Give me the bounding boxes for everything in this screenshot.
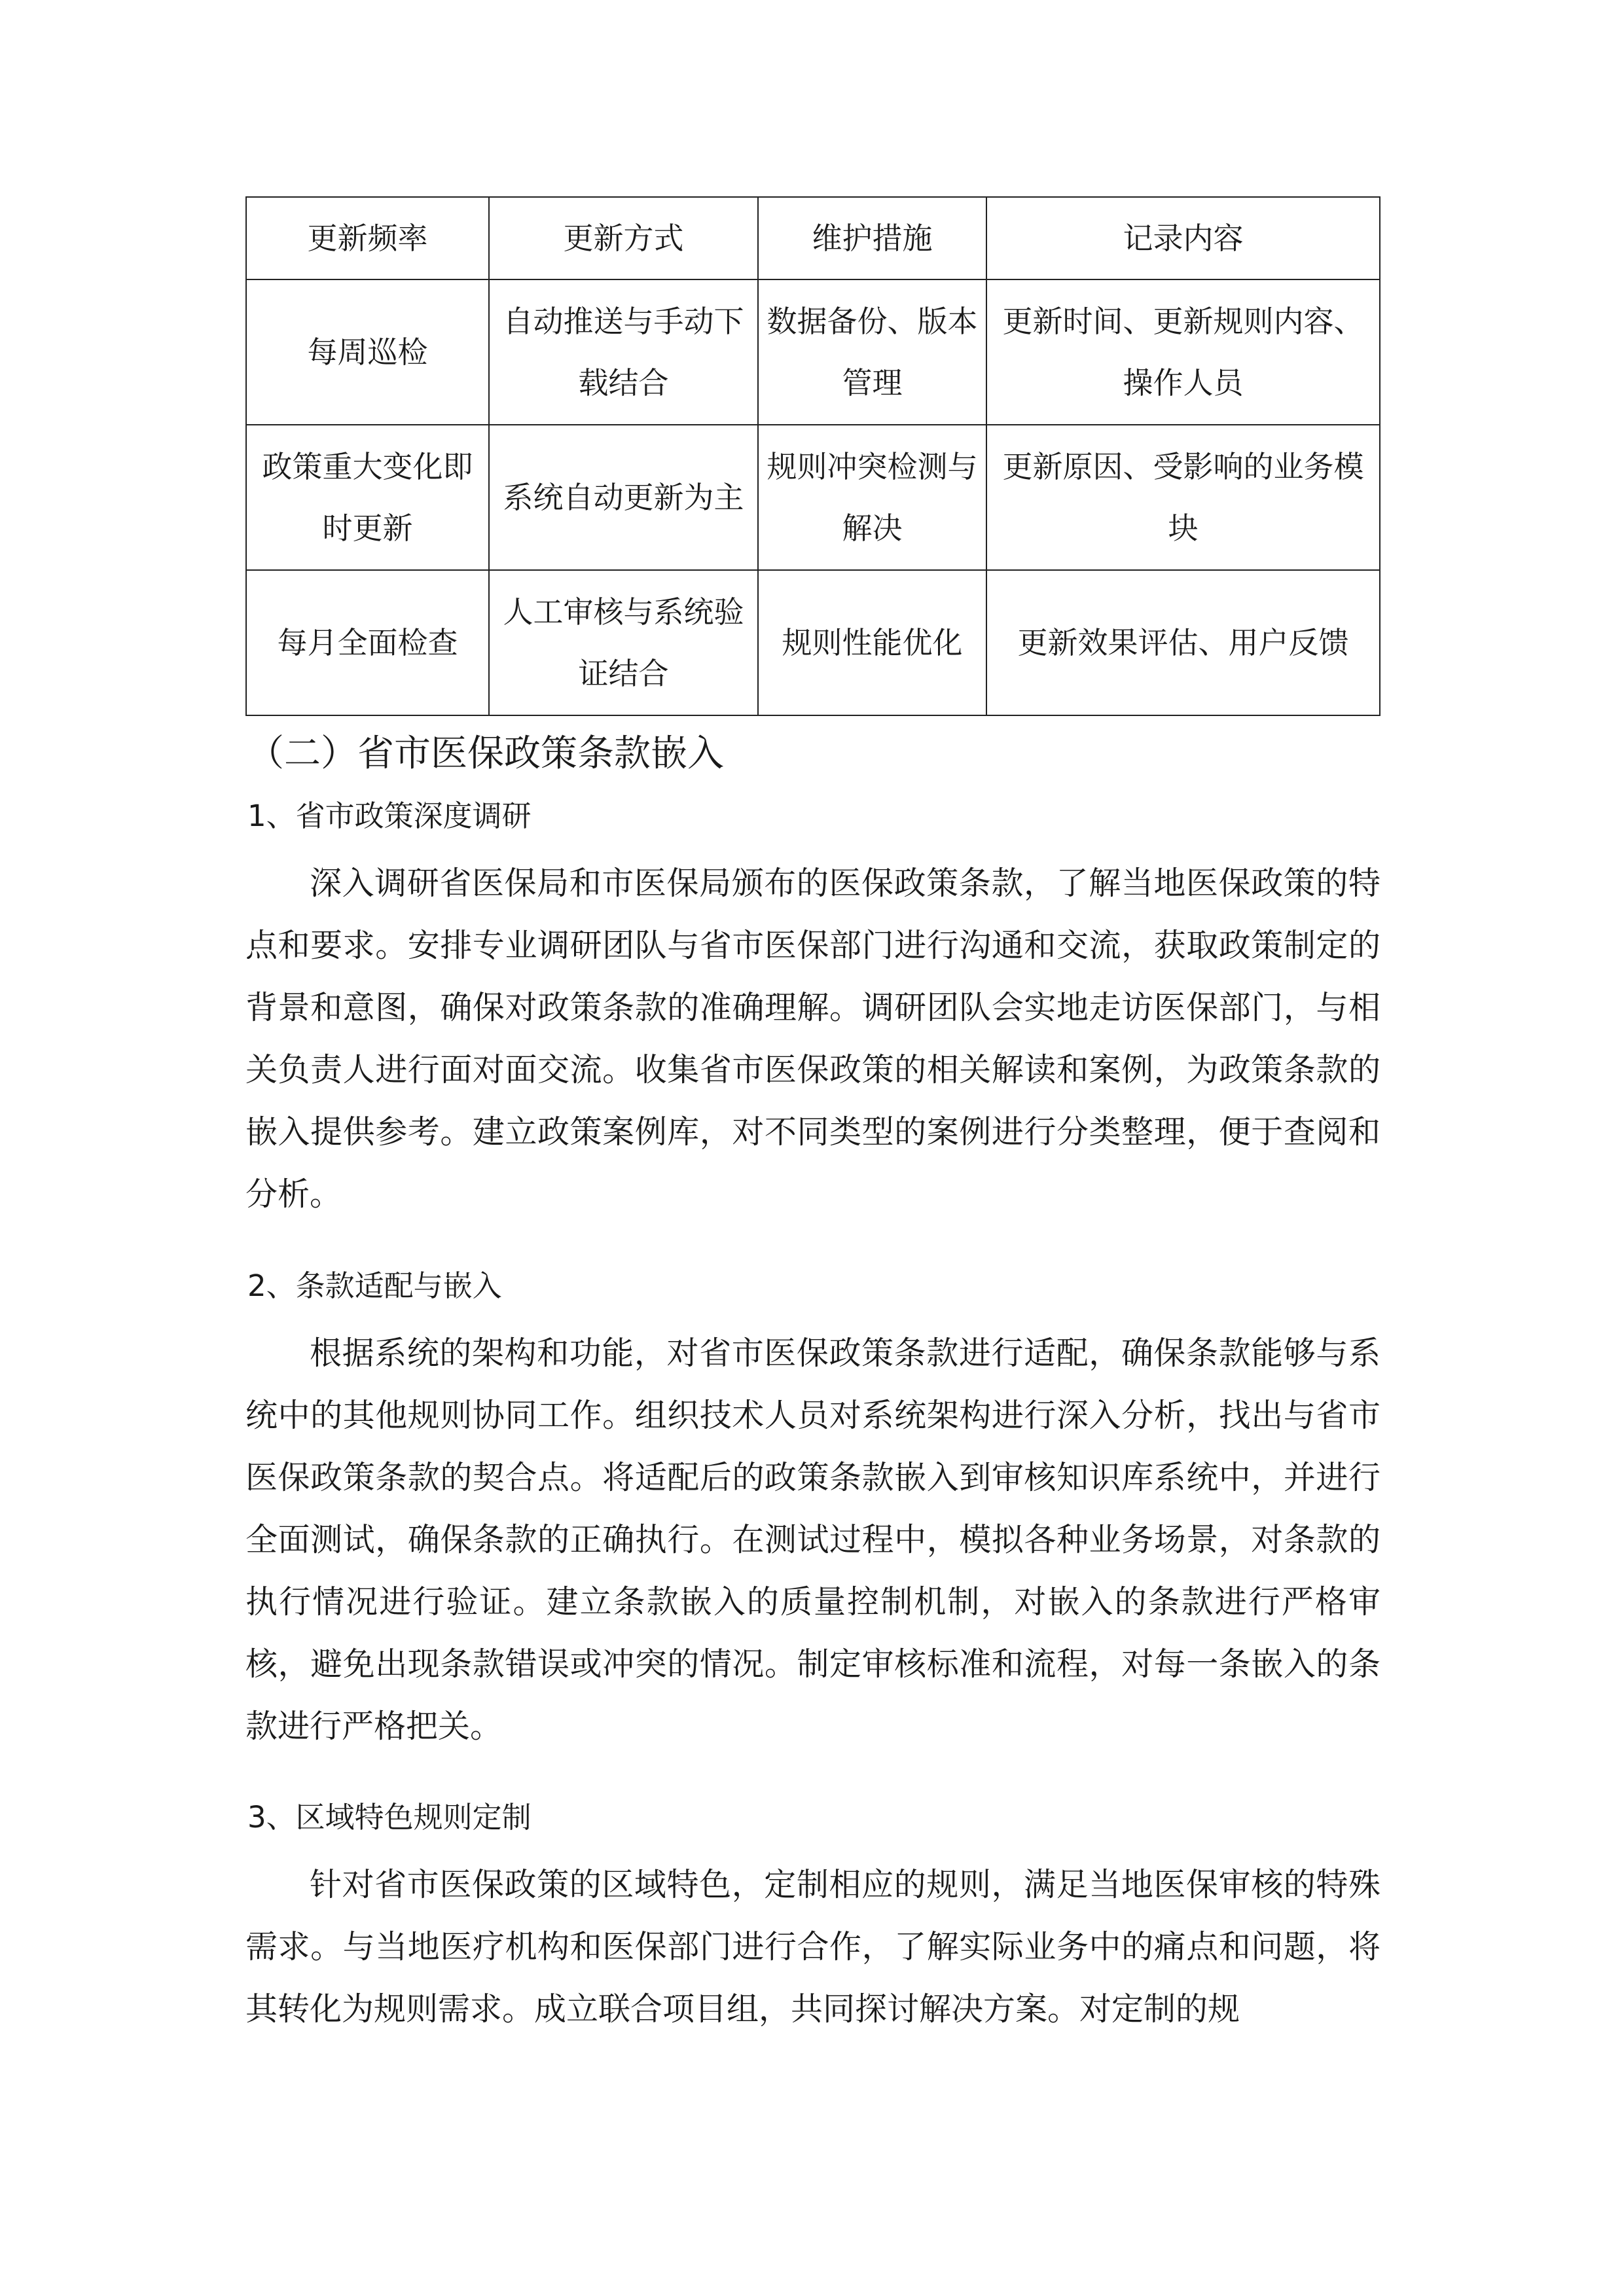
update-maintenance-table	[245, 196, 1380, 716]
table-cell: 更新时间、更新规则内容、操作人员	[986, 279, 1380, 425]
subsection-heading-3: 3、区域特色规则定制	[247, 1800, 532, 1835]
section-title: （二）省市医保政策条款嵌入	[247, 732, 724, 775]
subsection-heading-2: 2、条款适配与嵌入	[247, 1268, 502, 1303]
table-cell: 更新效果评估、用户反馈	[986, 570, 1380, 715]
table-row	[246, 279, 1380, 425]
table-header-cell: 更新方式	[489, 197, 758, 279]
table-cell: 每月全面检查	[246, 570, 489, 715]
table-cell: 数据备份、版本管理	[758, 279, 986, 425]
table-row	[246, 425, 1380, 570]
table-cell: 更新原因、受影响的业务模块	[986, 425, 1380, 570]
paragraph-1: 深入调研省医保局和市医保局颁布的医保政策条款，了解当地医保政策的特点和要求。安排专业调研团队与省市医保部门进行沟通和交流，获取政策制定的背景和意图，确保对政策条款的准确理解。调研团队会实地走访医保部门，与相关负责人进行面对面交流。收集省市医保政策的相关解读和案例，为政策条款的嵌入提供参考。建立政策案例库，对不同类型的案例进行分类整理，便于查阅和分析。	[245, 865, 1380, 1213]
table-cell: 系统自动更新为主	[489, 425, 758, 570]
paragraph-2: 根据系统的架构和功能，对省市医保政策条款进行适配，确保条款能够与系统中的其他规则协同工作。组织技术人员对系统架构进行深入分析，找出与省市医保政策条款的契合点。将适配后的政策条款嵌入到审核知识库系统中，并进行全面测试，确保条款的正确执行。在测试过程中，模拟各种业务场景，对条款的执行情况进行验证。建立条款嵌入的质量控制机制，对嵌入的条款进行严格审核，避免出现条款错误或冲突的情况。制定审核标准和流程，对每一条嵌入的条款进行严格把关。	[245, 1335, 1380, 1745]
table-cell: 自动推送与手动下载结合	[489, 279, 758, 425]
table-row	[246, 570, 1380, 715]
table-header-cell: 更新频率	[246, 197, 489, 279]
table-header-cell: 记录内容	[986, 197, 1380, 279]
table-header-row	[246, 197, 1380, 279]
table-cell: 政策重大变化即时更新	[246, 425, 489, 570]
table-cell: 每周巡检	[246, 279, 489, 425]
subsection-heading-1: 1、省市政策深度调研	[247, 798, 532, 833]
table-cell: 规则性能优化	[758, 570, 986, 715]
table-header-cell: 维护措施	[758, 197, 986, 279]
table-cell: 规则冲突检测与解决	[758, 425, 986, 570]
table-cell: 人工审核与系统验证结合	[489, 570, 758, 715]
paragraph-3: 针对省市医保政策的区域特色，定制相应的规则，满足当地医保审核的特殊需求。与当地医疗机构和医保部门进行合作，了解实际业务中的痛点和问题，将其转化为规则需求。成立联合项目组，共同探讨解决方案。对定制的规	[245, 1866, 1380, 2028]
